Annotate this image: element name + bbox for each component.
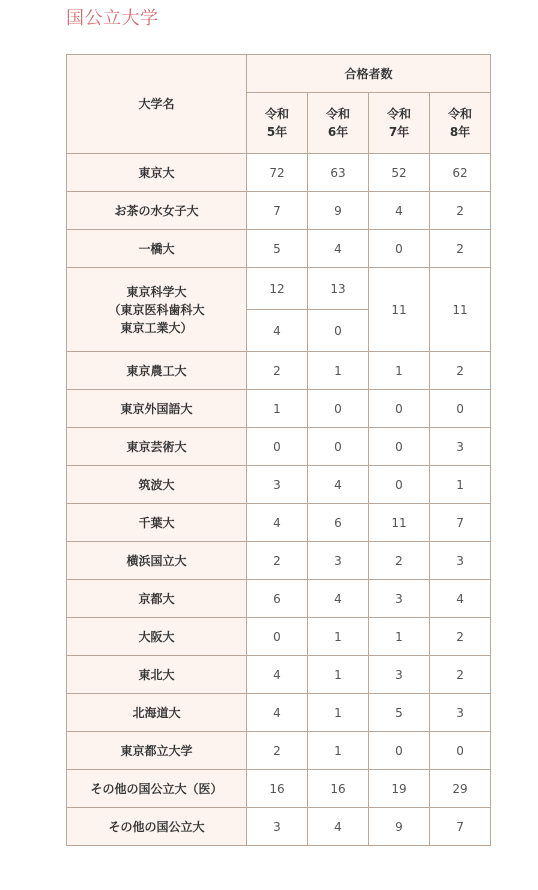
count-cell: 3 (430, 428, 491, 466)
university-name: 東京大 (67, 154, 247, 192)
count-cell: 52 (369, 154, 430, 192)
count-cell: 13 (308, 268, 369, 310)
admissions-table (66, 54, 491, 846)
count-cell: 11 (430, 268, 491, 352)
count-cell: 7 (247, 192, 308, 230)
university-name: 千葉大 (67, 504, 247, 542)
table-row (67, 542, 491, 580)
count-cell: 12 (247, 268, 308, 310)
count-cell: 7 (430, 504, 491, 542)
count-cell: 2 (247, 732, 308, 770)
table-row (67, 580, 491, 618)
count-cell: 2 (430, 618, 491, 656)
university-name: 大阪大 (67, 618, 247, 656)
count-cell: 72 (247, 154, 308, 192)
count-cell: 7 (430, 808, 491, 846)
header-year-r7: 令和 7年 (369, 93, 430, 154)
count-cell: 2 (247, 352, 308, 390)
table-row (67, 694, 491, 732)
header-year-r5: 令和 5年 (247, 93, 308, 154)
count-cell: 4 (308, 466, 369, 504)
university-name: お茶の水女子大 (67, 192, 247, 230)
table-row (67, 428, 491, 466)
header-year-r6: 令和 6年 (308, 93, 369, 154)
count-cell: 4 (247, 694, 308, 732)
count-cell: 4 (247, 310, 308, 352)
university-name: 東北大 (67, 656, 247, 694)
count-cell: 63 (308, 154, 369, 192)
count-cell: 16 (308, 770, 369, 808)
count-cell: 1 (308, 694, 369, 732)
header-pass-count: 合格者数 (247, 55, 491, 93)
count-cell: 19 (369, 770, 430, 808)
header-year-r8: 令和 8年 (430, 93, 491, 154)
count-cell: 9 (308, 192, 369, 230)
table-row (67, 192, 491, 230)
university-name: 東京都立大学 (67, 732, 247, 770)
count-cell: 0 (430, 732, 491, 770)
table-row (67, 154, 491, 192)
table-row (67, 230, 491, 268)
university-name: 一橋大 (67, 230, 247, 268)
table-row (67, 390, 491, 428)
university-name: 東京農工大 (67, 352, 247, 390)
count-cell: 6 (308, 504, 369, 542)
count-cell: 3 (430, 542, 491, 580)
count-cell: 1 (369, 618, 430, 656)
count-cell: 0 (308, 428, 369, 466)
table-row (67, 656, 491, 694)
count-cell: 2 (247, 542, 308, 580)
count-cell: 2 (430, 192, 491, 230)
count-cell: 3 (247, 808, 308, 846)
university-name: 横浜国立大 (67, 542, 247, 580)
table-row (67, 808, 491, 846)
count-cell: 4 (308, 580, 369, 618)
count-cell: 2 (430, 656, 491, 694)
count-cell: 16 (247, 770, 308, 808)
count-cell: 4 (247, 504, 308, 542)
count-cell: 29 (430, 770, 491, 808)
count-cell: 0 (369, 466, 430, 504)
count-cell: 0 (308, 310, 369, 352)
count-cell: 1 (308, 618, 369, 656)
university-name: 京都大 (67, 580, 247, 618)
count-cell: 4 (430, 580, 491, 618)
count-cell: 0 (247, 428, 308, 466)
count-cell: 5 (369, 694, 430, 732)
table-row (67, 504, 491, 542)
count-cell: 1 (308, 732, 369, 770)
university-name: 東京外国語大 (67, 390, 247, 428)
table-row (67, 732, 491, 770)
count-cell: 11 (369, 504, 430, 542)
count-cell: 2 (430, 352, 491, 390)
table-row (67, 770, 491, 808)
university-name: 東京科学大 （東京医科歯科大 東京工業大） (67, 268, 247, 352)
count-cell: 0 (308, 390, 369, 428)
count-cell: 4 (308, 808, 369, 846)
count-cell: 1 (308, 656, 369, 694)
count-cell: 6 (247, 580, 308, 618)
table-row (67, 618, 491, 656)
count-cell: 4 (308, 230, 369, 268)
count-cell: 1 (247, 390, 308, 428)
table-row (67, 268, 491, 310)
count-cell: 3 (369, 656, 430, 694)
count-cell: 0 (247, 618, 308, 656)
count-cell: 1 (308, 352, 369, 390)
count-cell: 62 (430, 154, 491, 192)
count-cell: 3 (369, 580, 430, 618)
count-cell: 3 (430, 694, 491, 732)
count-cell: 5 (247, 230, 308, 268)
count-cell: 0 (369, 230, 430, 268)
university-name: 北海道大 (67, 694, 247, 732)
count-cell: 1 (369, 352, 430, 390)
table-row (67, 466, 491, 504)
count-cell: 2 (369, 542, 430, 580)
count-cell: 3 (308, 542, 369, 580)
count-cell: 0 (369, 732, 430, 770)
header-university-name: 大学名 (67, 55, 247, 154)
count-cell: 11 (369, 268, 430, 352)
count-cell: 0 (369, 428, 430, 466)
count-cell: 3 (247, 466, 308, 504)
count-cell: 4 (247, 656, 308, 694)
count-cell: 0 (430, 390, 491, 428)
count-cell: 9 (369, 808, 430, 846)
page-title: 国公立大学 (66, 8, 159, 29)
count-cell: 2 (430, 230, 491, 268)
university-name: その他の国公立大（医） (67, 770, 247, 808)
count-cell: 4 (369, 192, 430, 230)
university-name: 東京芸術大 (67, 428, 247, 466)
university-name: 筑波大 (67, 466, 247, 504)
count-cell: 0 (369, 390, 430, 428)
table-row (67, 352, 491, 390)
university-name: その他の国公立大 (67, 808, 247, 846)
count-cell: 1 (430, 466, 491, 504)
